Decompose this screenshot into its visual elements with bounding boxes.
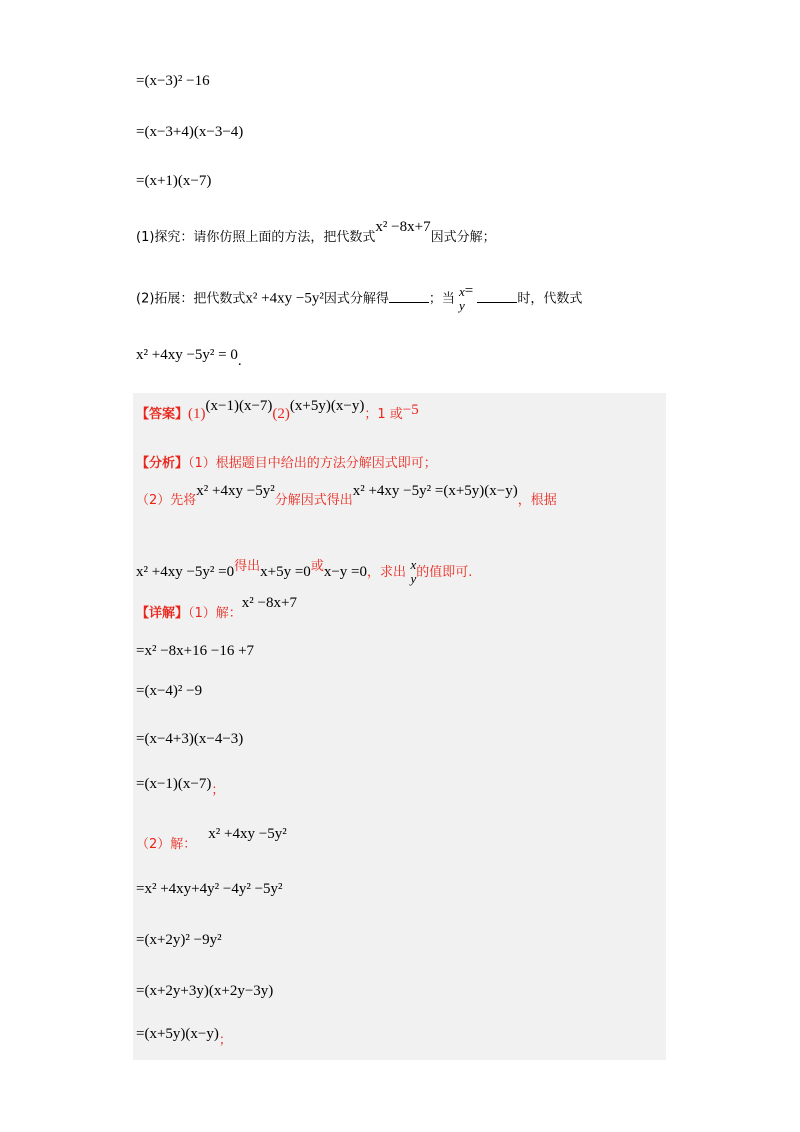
detail-step: =(x+2y)² −9y² xyxy=(136,932,222,948)
analysis-l3e2: x+5y =0 xyxy=(260,564,311,580)
detail-step-expr: =(x−1)(x−7) xyxy=(136,776,212,792)
frac-num: x xyxy=(410,557,417,572)
detail-p1: （1）解： xyxy=(188,606,242,621)
analysis-l3e1: x² +4xy −5y² =0 xyxy=(136,564,235,580)
analysis-line-2 xyxy=(136,483,557,509)
answer-blank[interactable] xyxy=(477,290,517,303)
q2-mid: 因式分解得 xyxy=(323,291,389,307)
answer-tag: 【答案】 xyxy=(136,407,189,422)
q2-line2-dot: . xyxy=(237,353,242,369)
frac-den: y xyxy=(410,571,417,586)
analysis-l2c: ，根据 xyxy=(517,493,557,508)
analysis-tag: 【分析】 xyxy=(136,456,189,471)
detail-line-2 xyxy=(136,826,287,853)
detail-step-end: ； xyxy=(218,1033,232,1048)
detail-step: =(x−4+3)(x−4−3) xyxy=(136,731,244,747)
q2-label: (2)拓展：把代数式 xyxy=(136,291,246,307)
answer-line xyxy=(136,398,419,423)
answer-p1: (1) xyxy=(188,406,206,422)
q1-tail: 因式分解； xyxy=(430,230,496,245)
q2-expr: x² +4xy −5y² xyxy=(245,290,324,307)
q1-expr: x² −8x+7 xyxy=(375,219,431,235)
answer-sep: ； xyxy=(364,407,378,422)
detail-step-expr: =(x+5y)(x−y) xyxy=(136,1026,219,1042)
analysis-l2e2: x² +4xy −5y² =(x+5y)(x−y) xyxy=(352,483,518,499)
detail-step: =x² −8x+16 −16 +7 xyxy=(136,643,255,659)
question-2 xyxy=(136,282,583,313)
detail-line-1 xyxy=(136,595,297,622)
answer-a1: (x−1)(x−7) xyxy=(205,398,273,414)
step-line: =(x+1)(x−7) xyxy=(136,173,212,189)
q2-line2-expr: x² +4xy −5y² = 0 xyxy=(136,347,238,363)
analysis-l2a: （2）先将 xyxy=(136,493,197,508)
detail-step: =x² +4xy+4y² −4y² −5y² xyxy=(136,881,283,897)
detail-step xyxy=(136,773,225,798)
analysis-l3d: 的值即可. xyxy=(416,565,473,580)
answer-a3b: −5 xyxy=(402,402,419,418)
detail-p2: （2）解： xyxy=(136,837,197,852)
analysis-l3e3: x−y =0 xyxy=(323,564,367,580)
q2-tail: 时，代数式 xyxy=(517,291,583,307)
q2-when: ；当 xyxy=(428,291,455,307)
answer-a3: 1 或 xyxy=(377,407,403,422)
detail-tag: 【详解】 xyxy=(136,606,189,621)
detail-e1: x² −8x+7 xyxy=(241,595,297,611)
answer-blank[interactable] xyxy=(389,290,429,303)
q1-label: (1)探究：请你仿照上面的方法，把代数式 xyxy=(136,230,376,245)
detail-step xyxy=(136,1023,232,1048)
q2-eq: = xyxy=(464,282,474,299)
frac-den: y xyxy=(459,298,465,313)
analysis-l2e1: x² +4xy −5y² xyxy=(196,483,275,499)
analysis-line-3 xyxy=(136,558,472,586)
detail-e2: x² +4xy −5y² xyxy=(208,826,287,842)
analysis-l3b: 或 xyxy=(310,559,324,574)
step-line: =(x−3+4)(x−3−4) xyxy=(136,124,244,140)
frac-num: x xyxy=(459,284,465,299)
answer-p2: (2) xyxy=(272,406,290,422)
question-1 xyxy=(136,219,496,246)
detail-step: =(x−4)² −9 xyxy=(136,683,203,699)
analysis-line-1 xyxy=(136,452,437,471)
analysis-l1: （1）根据题目中给出的方法分解因式即可； xyxy=(188,456,437,471)
fraction-x-over-y xyxy=(459,285,465,313)
analysis-l3c: ，求出 xyxy=(367,565,407,580)
analysis-l2b: 分解因式得出 xyxy=(274,493,353,508)
answer-a2: (x+5y)(x−y) xyxy=(289,398,365,414)
analysis-l3a: 得出 xyxy=(234,559,261,574)
detail-step-end: ； xyxy=(211,783,225,798)
step-line: =(x−3)² −16 xyxy=(136,73,210,89)
detail-step: =(x+2y+3y)(x+2y−3y) xyxy=(136,983,274,999)
q2-line2 xyxy=(136,347,242,369)
